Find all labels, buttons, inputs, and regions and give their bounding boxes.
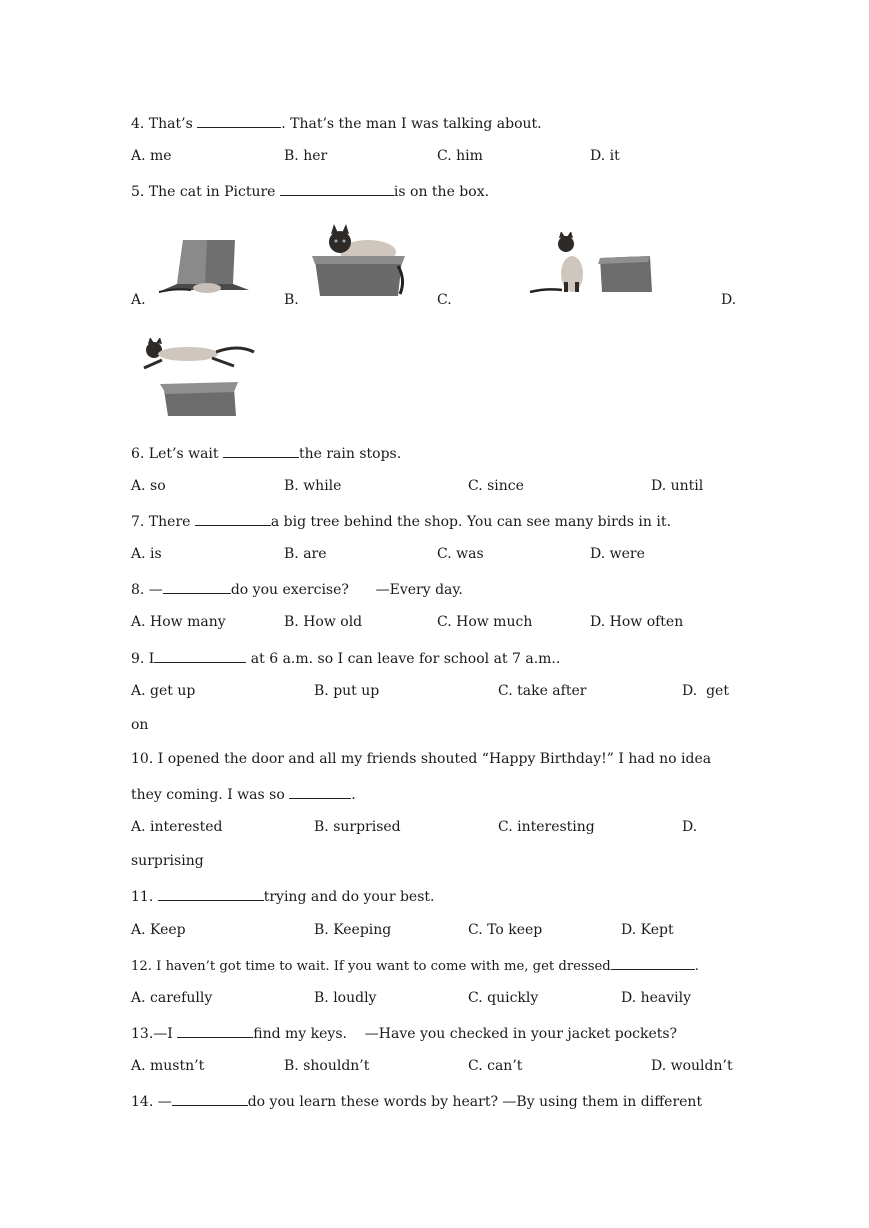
question-5 <box>131 181 489 201</box>
question-11-stem: 11. <box>131 889 158 905</box>
option-c: C. was <box>437 546 484 562</box>
question-8-stem: 8. — <box>131 582 163 598</box>
option-c: C. him <box>437 148 483 164</box>
question-5-stem: 5. The cat in Picture <box>131 184 280 200</box>
answer-blank <box>280 181 394 196</box>
answer-blank <box>172 1091 248 1106</box>
answer-blank <box>611 955 695 970</box>
option-b: B. while <box>284 478 342 494</box>
question-10-stem-end: . <box>351 787 356 803</box>
cat-under-box-picture <box>155 236 255 298</box>
option-b: B. her <box>284 148 328 164</box>
question-14 <box>131 1091 702 1111</box>
answer-blank <box>223 443 299 458</box>
option-a: A. mustn’t <box>131 1058 205 1074</box>
option-b: B. How old <box>284 614 363 630</box>
question-10: 10. I opened the door and all my friends shouted “Happy Birthday!” I had no idea <box>131 751 712 767</box>
option-b: B. loudly <box>314 990 377 1006</box>
option-d: D. heavily <box>621 990 692 1006</box>
question-9 <box>131 648 560 668</box>
option-d-continued: on <box>131 717 149 733</box>
question-10-line-2 <box>131 784 356 804</box>
question-4-stem-end: . That’s the man I was talking about. <box>281 116 542 132</box>
option-a: A. <box>131 292 146 308</box>
question-5-stem-end: is on the box. <box>393 184 490 200</box>
answer-blank <box>158 886 264 901</box>
answer-blank <box>197 113 281 128</box>
option-b: B. shouldn’t <box>284 1058 370 1074</box>
option-c: C. <box>437 292 452 308</box>
cat-in-box-picture <box>310 222 410 300</box>
option-a: A. carefully <box>131 990 213 1006</box>
question-6-stem: 6. Let’s wait <box>131 446 223 462</box>
question-14-stem: 14. — <box>131 1094 172 1110</box>
question-8 <box>131 579 463 599</box>
option-d: D. <box>721 292 737 308</box>
question-9-stem: 9. I <box>131 651 155 667</box>
question-6 <box>131 443 401 463</box>
option-d: D. <box>682 819 698 835</box>
option-d: D. it <box>590 148 620 164</box>
option-c: C. quickly <box>468 990 539 1006</box>
option-c: C. How much <box>437 614 533 630</box>
cat-next-to-box-picture <box>528 232 658 296</box>
option-d: D. until <box>651 478 704 494</box>
answer-blank <box>289 784 351 799</box>
option-c: C. since <box>468 478 524 494</box>
question-8-stem-end: do you exercise? —Every day. <box>230 582 463 598</box>
option-a: A. so <box>131 478 166 494</box>
option-a: A. is <box>131 546 162 562</box>
question-11 <box>131 886 434 906</box>
question-12-stem-end: . <box>694 959 699 974</box>
option-b: B. <box>284 292 299 308</box>
question-14-stem-end: do you learn these words by heart? —By using them in different <box>247 1094 703 1110</box>
question-7-stem: 7. There <box>131 514 195 530</box>
option-b: B. Keeping <box>314 922 392 938</box>
option-a: A. get up <box>131 683 196 699</box>
option-d: D. were <box>590 546 645 562</box>
answer-blank <box>177 1023 253 1038</box>
option-b: B. put up <box>314 683 380 699</box>
option-d: D. How often <box>590 614 684 630</box>
question-10-stem: they coming. I was so <box>131 787 290 803</box>
question-7-stem-end: a big tree behind the shop. You can see many birds in it. <box>270 514 671 530</box>
option-d: D. Kept <box>621 922 674 938</box>
option-b: B. surprised <box>314 819 401 835</box>
option-c: C. can’t <box>468 1058 523 1074</box>
option-c: C. take after <box>498 683 587 699</box>
question-7 <box>131 511 671 531</box>
question-12 <box>131 955 699 976</box>
option-a: A. How many <box>131 614 226 630</box>
question-9-stem-end: at 6 a.m. so I can leave for school at 7 a.m.. <box>246 651 561 667</box>
question-13-stem-end: find my keys. —Have you checked in your jacket pockets? <box>253 1026 678 1042</box>
question-12-stem: 12. I haven’t got time to wait. If you want to come with me, get dressed <box>131 959 611 974</box>
question-13 <box>131 1023 677 1043</box>
option-a: A. me <box>131 148 172 164</box>
question-11-stem-end: trying and do your best. <box>263 889 435 905</box>
option-d-continued: surprising <box>131 853 204 869</box>
option-c: C. interesting <box>498 819 595 835</box>
option-a: A. interested <box>131 819 223 835</box>
option-d: D. wouldn’t <box>651 1058 733 1074</box>
option-a: A. Keep <box>131 922 186 938</box>
option-d: D. get <box>682 683 729 699</box>
option-c: C. To keep <box>468 922 543 938</box>
question-13-stem: 13.—I <box>131 1026 178 1042</box>
answer-blank <box>163 579 231 594</box>
cat-over-box-picture <box>138 338 258 420</box>
option-b: B. are <box>284 546 327 562</box>
answer-blank <box>154 648 246 663</box>
question-4 <box>131 113 542 133</box>
answer-blank <box>195 511 271 526</box>
question-6-stem-end: the rain stops. <box>298 446 402 462</box>
question-4-stem: 4. That’s <box>131 116 198 132</box>
